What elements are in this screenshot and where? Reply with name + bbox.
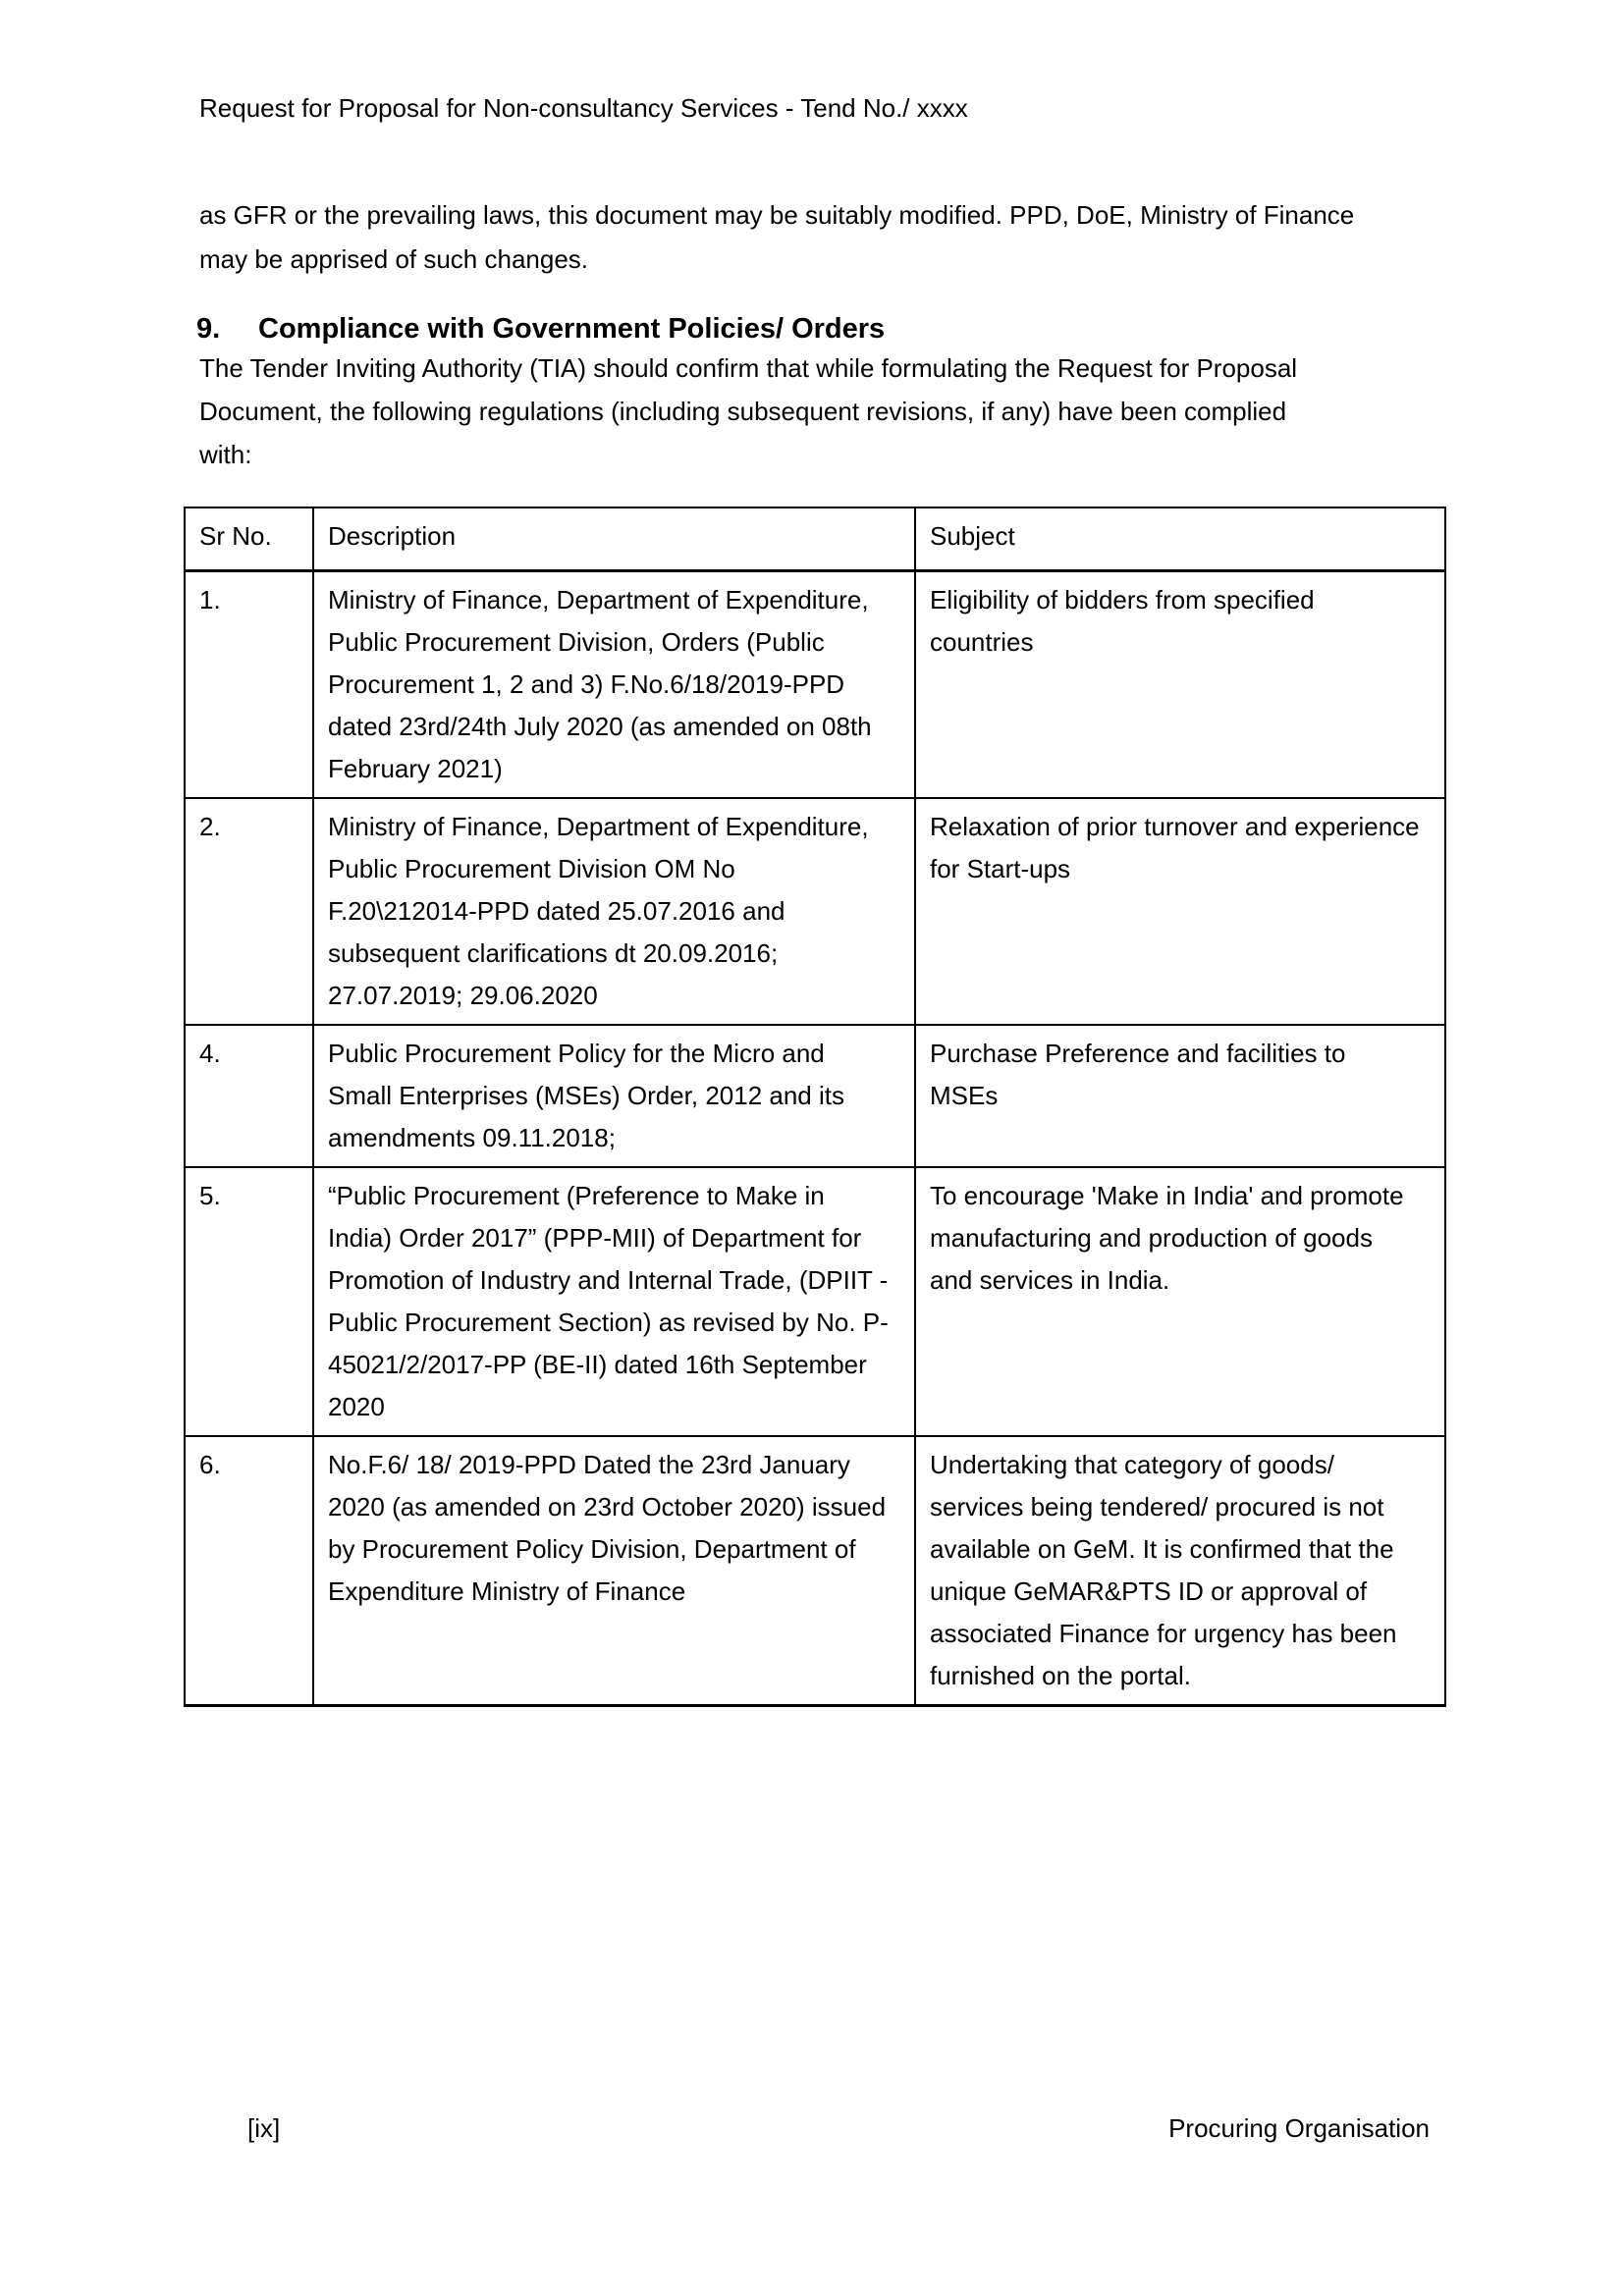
cell-description: No.F.6/ 18/ 2019-PPD Dated the 23rd January 2020 (as amended on 23rd October 2020) issued by Procurement Policy Division, Department of Expenditure Ministry of Finance — [313, 1436, 915, 1706]
section-paragraph-line: Document, the following regulations (including subsequent revisions, if any) have been complied — [199, 397, 1287, 426]
section-number: 9. — [196, 313, 221, 345]
page-footer — [247, 2112, 1430, 2144]
compliance-table — [184, 507, 1446, 1707]
cell-subject: Eligibility of bidders from specified countries — [915, 570, 1445, 798]
footer-page-number: [ix] — [247, 2113, 281, 2143]
intro-line: may be apprised of such changes. — [199, 244, 589, 274]
table-row — [185, 1167, 1445, 1436]
cell-description: Public Procurement Policy for the Micro and Small Enterprises (MSEs) Order, 2012 and its amendments 09.11.2018; — [313, 1025, 915, 1167]
section-heading — [196, 310, 885, 347]
cell-sr-no: 6. — [185, 1436, 313, 1706]
cell-description: “Public Procurement (Preference to Make in India) Order 2017” (PPP-MII) of Department for Promotion of Industry and Internal Trade, (DPIIT - Public Procurement Section) as revised by No. P-45021/2/2017-PP (BE-II) dated 16th September 2020 — [313, 1167, 915, 1436]
cell-subject: Relaxation of prior turnover and experience for Start-ups — [915, 798, 1445, 1025]
cell-subject: Undertaking that category of goods/ services being tendered/ procured is not available on GeM. It is confirmed that the unique GeMAR&PTS ID or approval of associated Finance for urgency has been furnished on the portal. — [915, 1436, 1445, 1706]
col-header-subject: Subject — [915, 507, 1445, 570]
cell-sr-no: 5. — [185, 1167, 313, 1436]
section-title: Compliance with Government Policies/ Orders — [258, 313, 886, 345]
section-paragraph-line: with: — [199, 440, 252, 469]
cell-description: Ministry of Finance, Department of Expenditure, Public Procurement Division OM No F.20\212014-PPD dated 25.07.2016 and subsequent clarifications dt 20.09.2016; 27.07.2019; 29.06.2020 — [313, 798, 915, 1025]
table-row — [185, 570, 1445, 798]
cell-sr-no: 4. — [185, 1025, 313, 1167]
col-header-description: Description — [313, 507, 915, 570]
table-header-row — [185, 507, 1445, 570]
cell-subject: Purchase Preference and facilities to MSEs — [915, 1025, 1445, 1167]
cell-description: Ministry of Finance, Department of Expenditure, Public Procurement Division, Orders (Public Procurement 1, 2 and 3) F.No.6/18/2019-PPD dated 23rd/24th July 2020 (as amended on 08th February 2021) — [313, 570, 915, 798]
cell-sr-no: 2. — [185, 798, 313, 1025]
running-header: Request for Proposal for Non-consultancy Services - Tend No./ xxxx — [199, 93, 968, 123]
section-paragraph-line: The Tender Inviting Authority (TIA) should confirm that while formulating the Request for Proposal — [199, 353, 1298, 383]
intro-line: as GFR or the prevailing laws, this document may be suitably modified. PPD, DoE, Ministry of Finance — [199, 200, 1355, 230]
footer-right-text: Procuring Organisation — [1168, 2113, 1430, 2143]
col-header-sr-no: Sr No. — [185, 507, 313, 570]
intro-paragraph — [199, 193, 1446, 282]
cell-subject: To encourage 'Make in India' and promote manufacturing and production of goods and services in India. — [915, 1167, 1445, 1436]
cell-sr-no: 1. — [185, 570, 313, 798]
table-row — [185, 798, 1445, 1025]
table-row — [185, 1436, 1445, 1706]
section-paragraph — [199, 347, 1456, 476]
table-row — [185, 1025, 1445, 1167]
